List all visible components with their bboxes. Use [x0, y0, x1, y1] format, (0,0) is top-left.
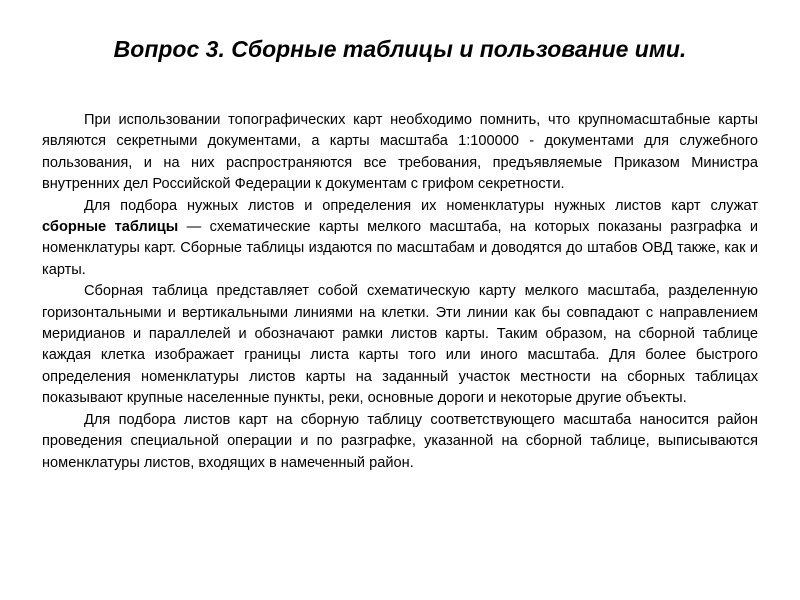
paragraph-4: Для подбора листов карт на сборную таблицу соответствующего масштаба наносится район проведения специальной операции и по разграфке, указанной на сборной таблице, выписываются номенклатуры листов, входящих в намеченный район. [42, 411, 758, 471]
term-sbornye-tablitsy: сборные таблицы [42, 219, 179, 236]
paragraph-2-rest: — схематические карты мелкого масштаба, на которых показаны разграфка и номенклатуры карт. Сборные таблицы издаются по масштабам и доводятся до штабов ОВД также, как и карты. [42, 219, 759, 278]
paragraph-2-lead: Для подбора нужных листов и определения их номенклатуры нужных листов карт служат [84, 197, 758, 214]
paragraph-3: Сборная таблица представляет собой схематическую карту мелкого масштаба, разделенную горизонтальными и вертикальными линиями на клетки. Эти линии как бы совпадают с направлением меридианов и параллелей и обозначают рамки листов карты. Таким образом, на сборной таблице каждая клетка изображает границы листа карты того или иного масштаба. Для более быстрого определения номенклатуры листов карты на заданный участок местности на сборных таблицах показывают крупные населенные пункты, реки, основные дороги и некоторые другие объекты. [42, 283, 758, 407]
paragraph-2 [42, 196, 758, 282]
paragraph-1: При использовании топографических карт необходимо помнить, что крупномасштабные карты являются секретными документами, а карты масштаба 1:100000 - документами для служебного пользования, и на них распространяются все требования, предъявляемые Приказом Министра внутренних дел Российской Федерации к документам с грифом секретности. [42, 112, 758, 193]
slide-title: Вопрос 3. Сборные таблицы и пользование ими. [113, 36, 687, 62]
slide-body [42, 110, 758, 474]
